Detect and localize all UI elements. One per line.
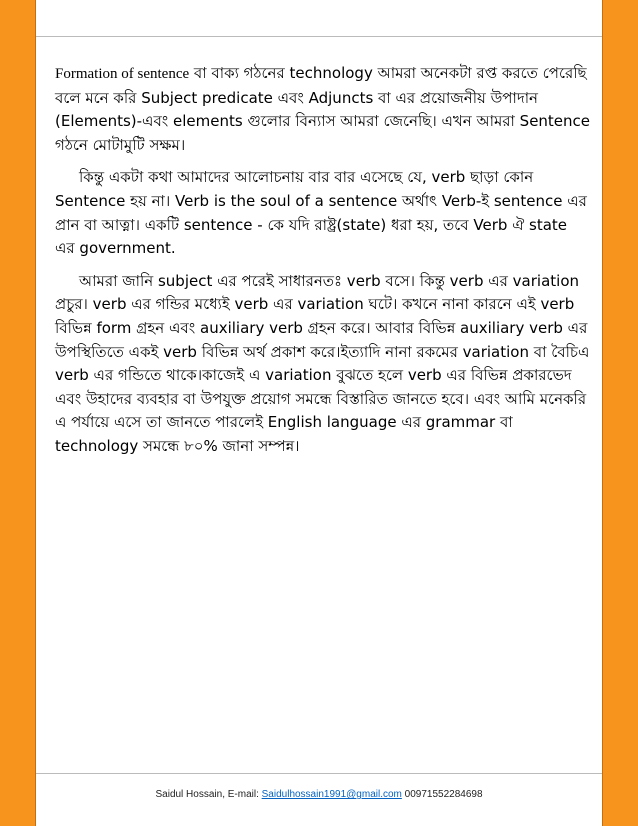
footer-author: Saidul Hossain, E-mail: <box>155 789 262 800</box>
paragraph-1-text: বা বাক্য গঠনের technology আমরা অনেকটা রপ্ত করতে পেরেছি বলে মনে করি Subject predicate এবং Adjuncts বা এর প্রয়োজনীয় উপাদান (Elements)-এবং elements গুলোর বিন্যাস আমরা জেনেছি। এখন আমরা Sentence গঠনে মোটামুটি সক্ষম। <box>55 64 591 154</box>
left-orange-border <box>0 0 36 826</box>
paragraph-1 <box>55 62 591 157</box>
paragraph-2: কিন্তু একটা কথা আমাদের আলোচনায় বার বার এসেছে যে, verb ছাড়া কোন Sentence হয় না। Verb is the soul of a sentence অর্থাৎ Verb-ই sentence এর প্রান বা আত্না। একটি sentence - কে যদি রাষ্ট্র(state) ধরা হয়, তবে Verb ঐ state এর government. <box>55 168 587 258</box>
body-text <box>55 62 591 459</box>
footer-rule <box>36 773 602 774</box>
footer-phone: 00971552284698 <box>401 789 483 800</box>
paragraph-1-lead: Formation of sentence <box>55 66 190 82</box>
right-orange-border <box>602 0 638 826</box>
header-rule <box>36 36 602 37</box>
footer <box>36 789 602 800</box>
paragraph-3: আমরা জানি subject এর পরেই সাধারনতঃ verb বসে। কিন্তু verb এর variation প্রচুর। verb এর গন্ডির মধ্যেই verb এর variation ঘটে। কখনে নানা কারনে এই verb বিভিন্ন form গ্রহন এবং auxiliary verb গ্রহন করে। আবার বিভিন্ন auxiliary verb এর উপস্থিতিতে একই verb বিভিন্ন অর্থ প্রকাশ করে।ইত্যাদি নানা রকমের variation বা বৈচিএ verb এর গন্ডিতে থাকে।কাজেই এ variation বুঝতে হলে verb এর বিভিন্ন প্রকারভেদ এবং উহাদের ব্যবহার বা উপযুক্ত প্রয়োগ সমন্ধে বিস্তারিত জানতে হবে। এবং আমি মনেকরি এ পর্যায়ে এসে তা জানতে পারলেই English language এর grammar বা technology সমন্ধে ৮০% জানা সম্পন্ন। <box>55 271 590 455</box>
footer-email-link[interactable]: Saidulhossain1991@gmail.com <box>261 789 402 800</box>
